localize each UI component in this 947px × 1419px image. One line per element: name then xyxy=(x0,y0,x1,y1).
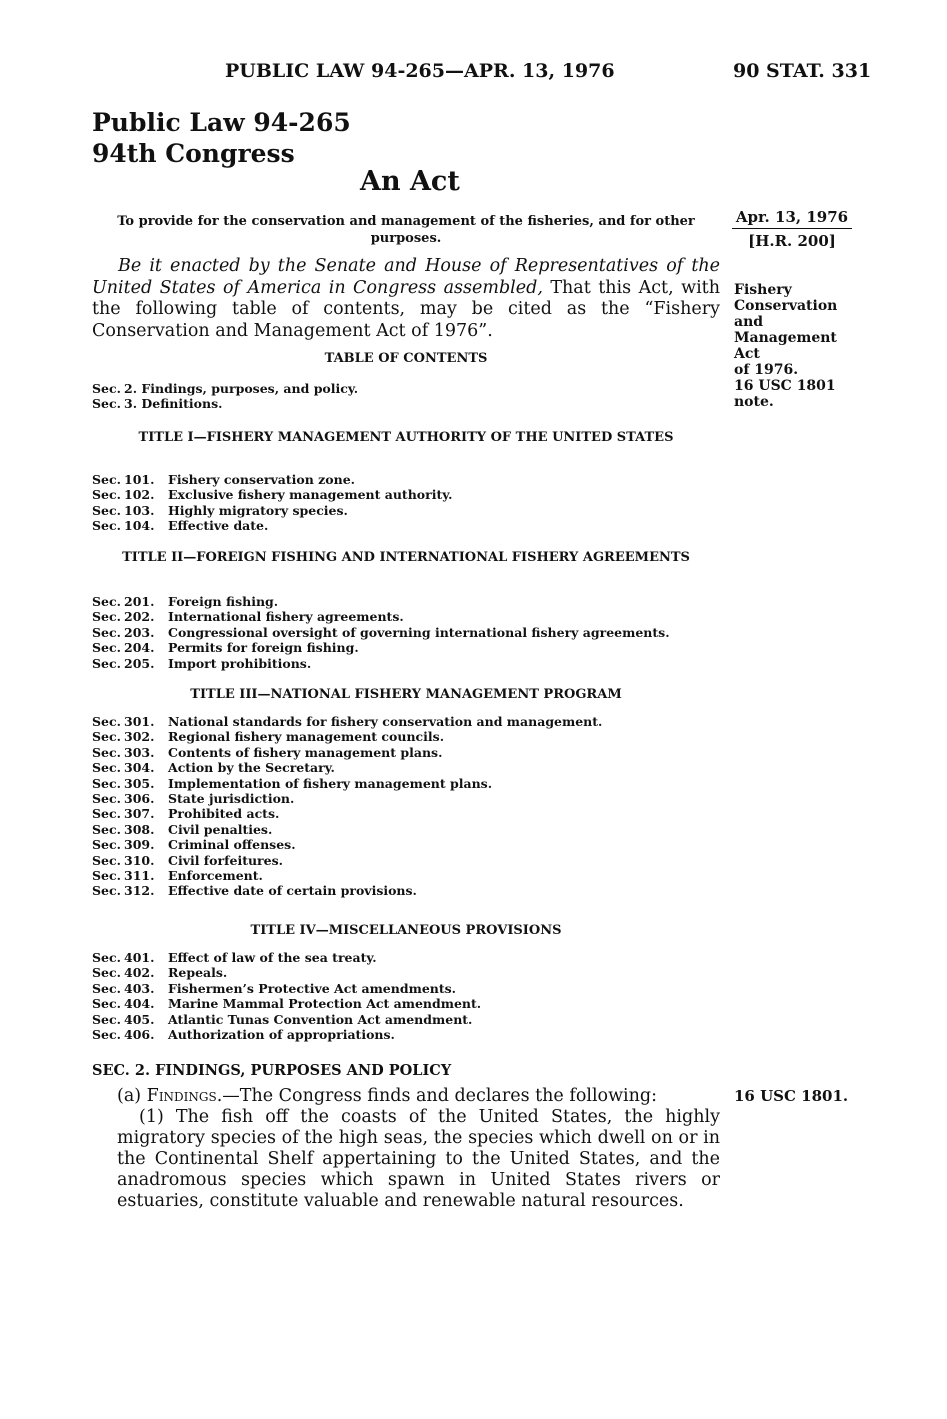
short-title-text: That this Act, with the following table of contents, may be cited as the “Fishery Conservation and Management Act of 1976”. xyxy=(92,277,720,341)
toc-entry: Sec. 202. International fishery agreements. xyxy=(92,609,404,625)
toc-entry: Sec. 205. Import prohibitions. xyxy=(92,655,312,671)
toc-entry: Sec. 301. National standards for fishery conservation and management. xyxy=(92,714,603,729)
toc-entry: Sec. 307. Prohibited acts. xyxy=(92,806,280,822)
congress-number: 94th Congress xyxy=(92,139,295,168)
toc-entry: Sec. 305. Implementation of fishery management plans. xyxy=(92,775,493,791)
toc-entry: Sec. 406. Authorization of appropriations. xyxy=(92,1027,395,1043)
toc-entry: Sec. 405. Atlantic Tunas Convention Act amendment. xyxy=(92,1011,473,1027)
margin-findings-cite: 16 USC 1801. xyxy=(734,1087,849,1105)
margin-note-line: Management Act xyxy=(734,330,837,362)
findings-para-a: (a) Findings.—The Congress finds and declares the following: xyxy=(117,1086,658,1106)
toc-title-3-sections xyxy=(92,714,732,899)
public-law-number: Public Law 94-265 xyxy=(92,108,351,137)
toc-entry: Sec. 302. Regional fishery management councils. xyxy=(92,729,445,745)
toc-entry: Sec. 401. Effect of law of the sea treaty. xyxy=(92,950,377,965)
toc-entry: Sec. 306. State jurisdiction. xyxy=(92,791,295,807)
toc-entry: Sec. 104. Effective date. xyxy=(92,518,269,534)
enactment-date: Apr. 13, 1976 xyxy=(732,208,852,229)
enacting-clause xyxy=(92,256,720,342)
toc-intro-sections xyxy=(92,381,732,412)
toc-title-2-sections xyxy=(92,594,732,671)
margin-note-line: of 1976. xyxy=(734,362,799,378)
toc-entry: Sec. 403. Fishermen’s Protective Act amendments. xyxy=(92,980,457,996)
section-2-heading: SEC. 2. FINDINGS, PURPOSES AND POLICY xyxy=(92,1062,452,1079)
toc-entry: Sec. 309. Criminal offenses. xyxy=(92,837,296,853)
purpose-statement: To provide for the conservation and management of the fisheries, and for other purposes. xyxy=(117,214,695,246)
toc-entry: Sec. 204. Permits for foreign fishing. xyxy=(92,640,359,656)
margin-note-line: 16 USC 1801 xyxy=(734,378,836,394)
toc-entry: Sec. 3. Definitions. xyxy=(92,396,223,412)
toc-entry: Sec. 303. Contents of fishery management plans. xyxy=(92,744,443,760)
margin-note-line: Fishery xyxy=(734,282,792,298)
findings-body xyxy=(92,1086,720,1212)
toc-entry: Sec. 103. Highly migratory species. xyxy=(92,502,348,518)
toc-title-4-heading: TITLE IV—MISCELLANEOUS PROVISIONS xyxy=(250,923,562,938)
toc-entry: Sec. 304. Action by the Secretary. xyxy=(92,760,335,776)
toc-entry: Sec. 101. Fishery conservation zone. xyxy=(92,472,356,487)
toc-entry: Sec. 402. Repeals. xyxy=(92,965,228,981)
margin-note-line: note. xyxy=(734,394,774,410)
toc-entry: Sec. 311. Enforcement. xyxy=(92,868,263,884)
enacting-formula: Be it enacted by the Senate and House of Representatives of the United States of America in Congress assembled, xyxy=(92,256,720,298)
toc-entry: Sec. 201. Foreign fishing. xyxy=(92,594,279,609)
margin-short-title-note xyxy=(734,282,864,410)
findings-para-1: (1) The fish off the coasts of the United States, the highly migratory species of the high seas, the species which dwell on or in the Continental Shelf appertaining to the United States, and the anadromous species which spawn in United States rivers or estuaries, constitute valuable and renewable natural resources. xyxy=(117,1107,720,1211)
toc-title-4-sections xyxy=(92,950,732,1042)
running-header xyxy=(0,60,947,84)
toc-title-1-heading: TITLE I—FISHERY MANAGEMENT AUTHORITY OF THE UNITED STATES xyxy=(138,430,674,445)
toc-entry: Sec. 404. Marine Mammal Protection Act amendment. xyxy=(92,996,482,1012)
toc-title-1-sections xyxy=(92,472,732,534)
act-label: An Act xyxy=(360,166,460,197)
running-title: PUBLIC LAW 94-265—APR. 13, 1976 xyxy=(225,60,615,82)
toc-title-3-heading: TITLE III—NATIONAL FISHERY MANAGEMENT PROGRAM xyxy=(190,687,622,702)
law-title-block xyxy=(92,107,351,169)
toc-entry: Sec. 310. Civil forfeitures. xyxy=(92,852,283,868)
margin-date-block xyxy=(732,208,852,250)
toc-entry: Sec. 2. Findings, purposes, and policy. xyxy=(92,381,359,396)
toc-heading: TABLE OF CONTENTS xyxy=(324,351,488,366)
statute-page-ref: 90 STAT. 331 xyxy=(733,60,872,82)
toc-entry: Sec. 312. Effective date of certain provisions. xyxy=(92,883,417,899)
toc-title-2-heading: TITLE II—FOREIGN FISHING AND INTERNATIONAL FISHERY AGREEMENTS xyxy=(122,550,690,565)
findings-caption: Findings. xyxy=(146,1086,223,1106)
toc-entry: Sec. 102. Exclusive fishery management authority. xyxy=(92,487,453,503)
margin-note-line: Conservation and xyxy=(734,298,838,330)
toc-entry: Sec. 203. Congressional oversight of governing international fishery agreements. xyxy=(92,624,670,640)
bill-number: [H.R. 200] xyxy=(748,232,836,250)
toc-entry: Sec. 308. Civil penalties. xyxy=(92,821,273,837)
